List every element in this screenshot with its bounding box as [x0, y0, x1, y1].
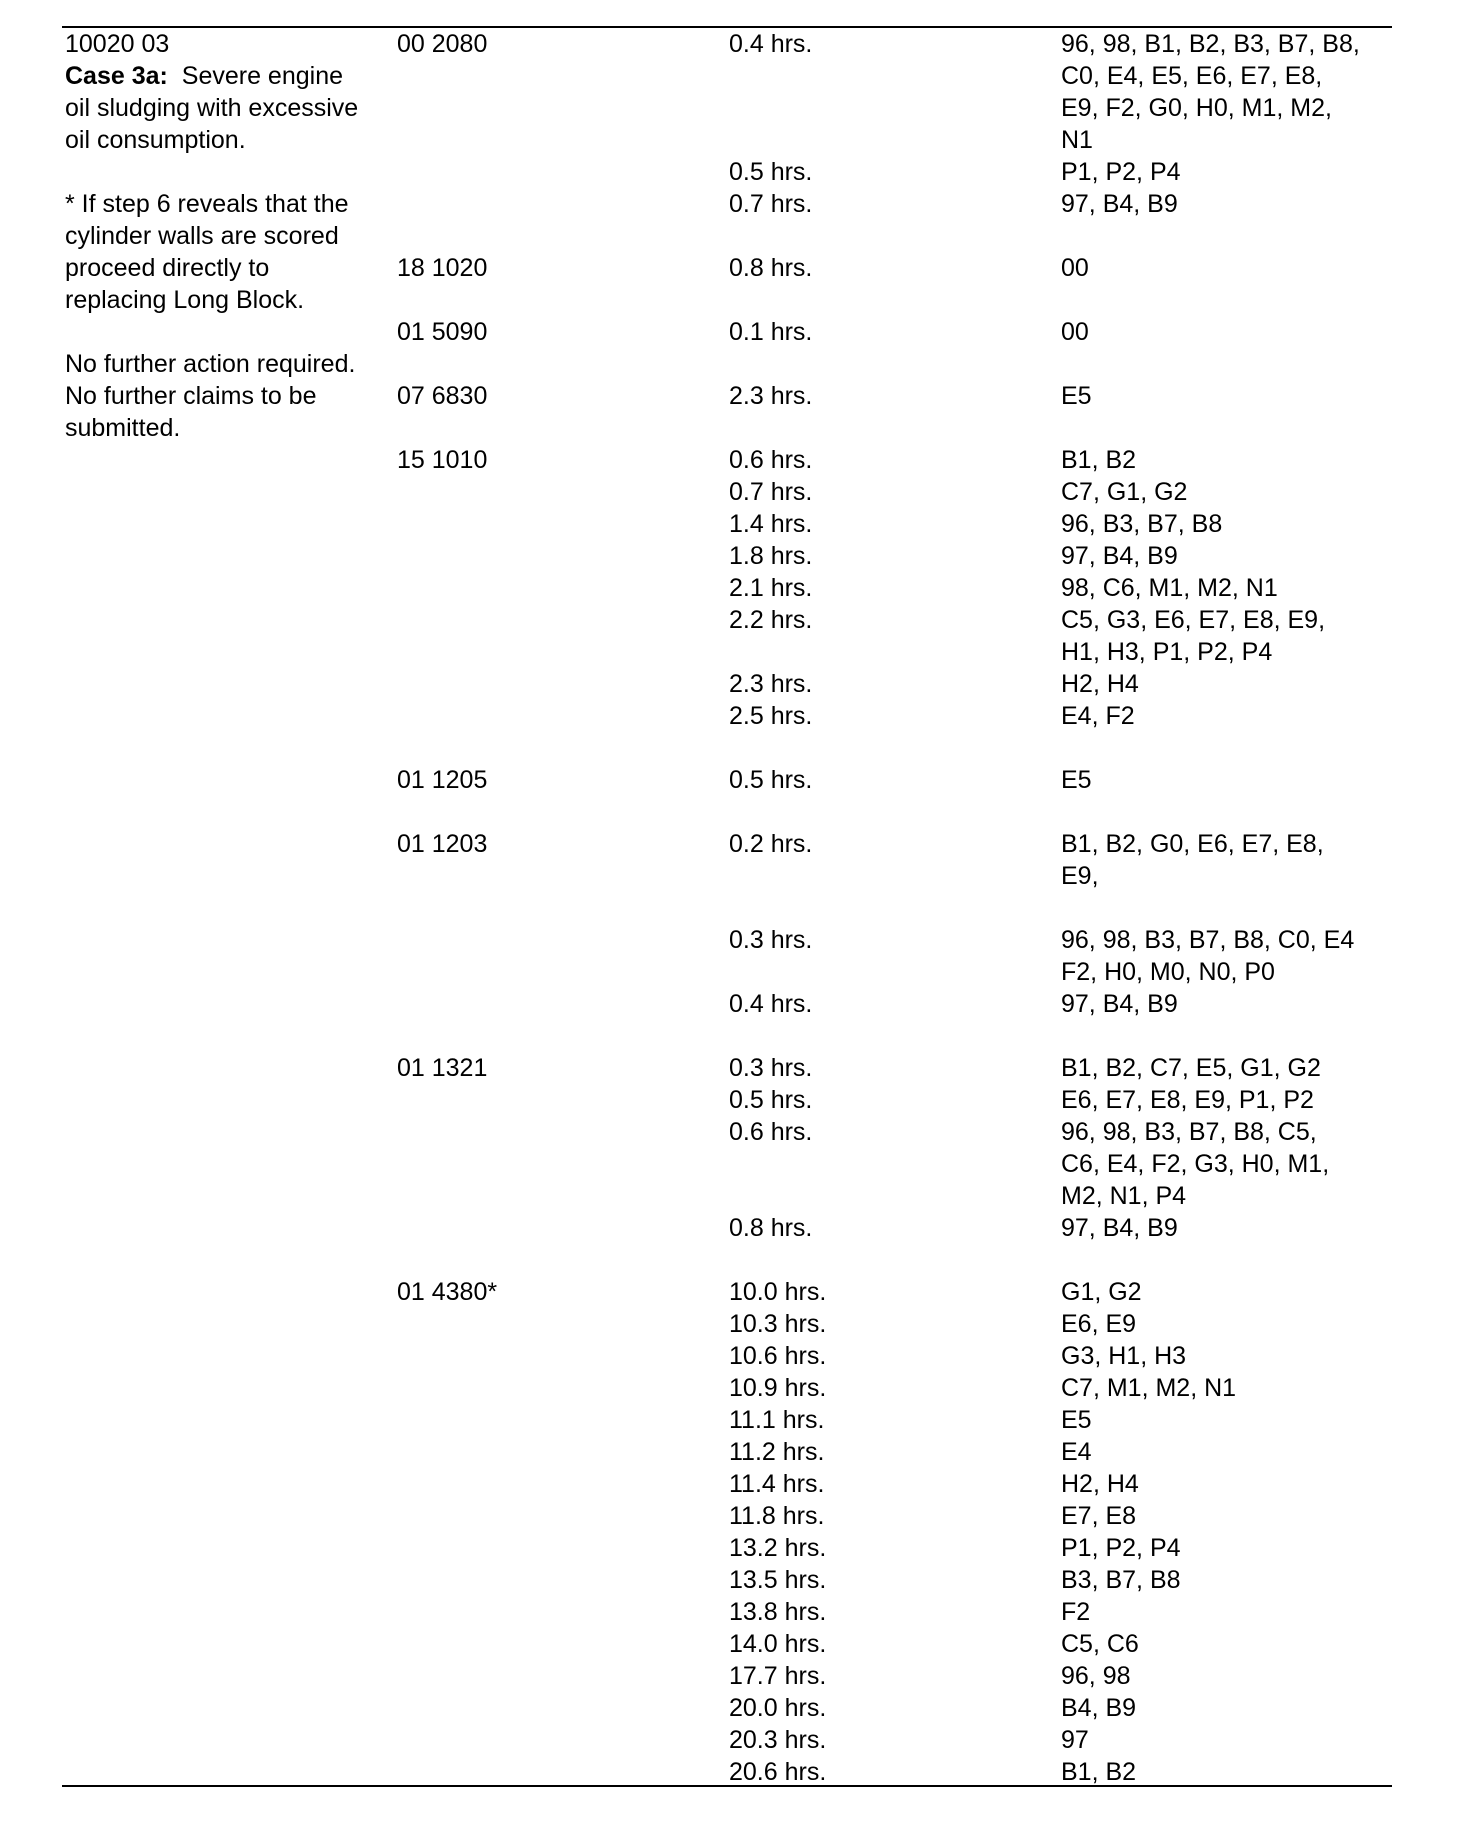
model-codes: 96, 98, B3, B7, B8, C5, — [1061, 1118, 1317, 1146]
labor-time: 10.3 hrs. — [729, 1310, 827, 1338]
labor-time: 0.5 hrs. — [729, 1086, 813, 1114]
model-codes: B1, B2, C7, E5, G1, G2 — [1061, 1054, 1321, 1082]
model-codes: E5 — [1061, 382, 1092, 410]
model-codes: 96, 98, B3, B7, B8, C0, E4 — [1061, 926, 1355, 954]
final-line-1: No further action required. — [65, 350, 356, 378]
model-codes: C0, E4, E5, E6, E7, E8, — [1061, 62, 1323, 90]
labor-time: 13.8 hrs. — [729, 1598, 827, 1626]
model-codes: H2, H4 — [1061, 1470, 1139, 1498]
op-code: 01 1321 — [397, 1054, 488, 1082]
note-line-1: * If step 6 reveals that the — [65, 190, 349, 218]
op-code: 18 1020 — [397, 254, 488, 282]
model-codes: H1, H3, P1, P2, P4 — [1061, 638, 1273, 666]
labor-time: 11.1 hrs. — [729, 1406, 825, 1434]
model-codes: C7, M1, M2, N1 — [1061, 1374, 1237, 1402]
model-codes: G1, G2 — [1061, 1278, 1142, 1306]
table-bottom-rule — [62, 1785, 1392, 1787]
model-codes: E5 — [1061, 766, 1092, 794]
model-codes: 00 — [1061, 318, 1089, 346]
model-codes: C5, C6 — [1061, 1630, 1139, 1658]
model-codes: P1, P2, P4 — [1061, 1534, 1181, 1562]
labor-time: 20.0 hrs. — [729, 1694, 827, 1722]
model-codes: B3, B7, B8 — [1061, 1566, 1181, 1594]
model-codes: C5, G3, E6, E7, E8, E9, — [1061, 606, 1326, 634]
model-codes: E5 — [1061, 1406, 1092, 1434]
op-code: 01 1205 — [397, 766, 488, 794]
op-code: 01 4380* — [397, 1278, 498, 1306]
labor-time: 10.9 hrs. — [729, 1374, 827, 1402]
model-codes: F2 — [1061, 1598, 1091, 1626]
final-line-3: submitted. — [65, 414, 181, 442]
op-code: 07 6830 — [397, 382, 488, 410]
labor-time: 10.0 hrs. — [729, 1278, 827, 1306]
op-code: 15 1010 — [397, 446, 488, 474]
model-codes: C7, G1, G2 — [1061, 478, 1188, 506]
labor-time: 11.4 hrs. — [729, 1470, 825, 1498]
model-codes: 97, B4, B9 — [1061, 1214, 1178, 1242]
labor-time: 10.6 hrs. — [729, 1342, 827, 1370]
labor-time: 0.8 hrs. — [729, 254, 813, 282]
labor-time: 0.5 hrs. — [729, 158, 813, 186]
note-line-4: replacing Long Block. — [65, 286, 305, 314]
labor-time: 2.2 hrs. — [729, 606, 813, 634]
case-desc-2: oil sludging with excessive — [65, 94, 359, 122]
model-codes: G3, H1, H3 — [1061, 1342, 1187, 1370]
case-desc-1: Severe engine — [181, 62, 343, 90]
labor-time: 20.3 hrs. — [729, 1726, 827, 1754]
model-codes: 97, B4, B9 — [1061, 542, 1178, 570]
model-codes: 96, 98, B1, B2, B3, B7, B8, — [1061, 30, 1360, 58]
labor-time: 0.2 hrs. — [729, 830, 813, 858]
labor-time: 13.5 hrs. — [729, 1566, 827, 1594]
model-codes: 96, B3, B7, B8 — [1061, 510, 1223, 538]
model-codes: E9, F2, G0, H0, M1, M2, — [1061, 94, 1332, 122]
case-desc-3: oil consumption. — [65, 126, 246, 154]
labor-time: 0.6 hrs. — [729, 1118, 813, 1146]
model-codes: 97, B4, B9 — [1061, 190, 1178, 218]
model-codes: E6, E9 — [1061, 1310, 1137, 1338]
labor-time: 17.7 hrs. — [729, 1662, 827, 1690]
note-line-2: cylinder walls are scored — [65, 222, 339, 250]
model-codes: B1, B2 — [1061, 446, 1137, 474]
model-codes: E4, F2 — [1061, 702, 1135, 730]
case-heading — [65, 60, 343, 92]
labor-time: 0.4 hrs. — [729, 990, 813, 1018]
labor-time: 20.6 hrs. — [729, 1758, 827, 1786]
labor-time: 0.1 hrs. — [729, 318, 813, 346]
model-codes: P1, P2, P4 — [1061, 158, 1181, 186]
labor-time: 0.4 hrs. — [729, 30, 813, 58]
labor-op-code: 10020 03 — [65, 30, 170, 58]
labor-time: 0.7 hrs. — [729, 190, 813, 218]
model-codes: 98, C6, M1, M2, N1 — [1061, 574, 1278, 602]
model-codes: E4 — [1061, 1438, 1092, 1466]
model-codes: E6, E7, E8, E9, P1, P2 — [1061, 1086, 1314, 1114]
model-codes: 97 — [1061, 1726, 1089, 1754]
model-codes: B1, B2 — [1061, 1758, 1137, 1786]
model-codes: B1, B2, G0, E6, E7, E8, — [1061, 830, 1324, 858]
labor-time: 0.6 hrs. — [729, 446, 813, 474]
model-codes: 00 — [1061, 254, 1089, 282]
labor-time: 2.3 hrs. — [729, 670, 813, 698]
model-codes: 97, B4, B9 — [1061, 990, 1178, 1018]
model-codes: B4, B9 — [1061, 1694, 1137, 1722]
note-line-3: proceed directly to — [65, 254, 270, 282]
labor-time: 2.5 hrs. — [729, 702, 813, 730]
labor-time: 2.3 hrs. — [729, 382, 813, 410]
labor-time: 1.4 hrs. — [729, 510, 813, 538]
labor-time: 13.2 hrs. — [729, 1534, 827, 1562]
final-line-2: No further claims to be — [65, 382, 317, 410]
labor-time: 1.8 hrs. — [729, 542, 813, 570]
labor-time: 11.2 hrs. — [729, 1438, 825, 1466]
labor-time: 0.8 hrs. — [729, 1214, 813, 1242]
model-codes: F2, H0, M0, N0, P0 — [1061, 958, 1275, 986]
labor-time: 2.1 hrs. — [729, 574, 813, 602]
labor-time: 11.8 hrs. — [729, 1502, 825, 1530]
labor-time: 0.7 hrs. — [729, 478, 813, 506]
op-code: 01 5090 — [397, 318, 488, 346]
model-codes: E7, E8 — [1061, 1502, 1137, 1530]
model-codes: N1 — [1061, 126, 1093, 154]
labor-time: 0.5 hrs. — [729, 766, 813, 794]
model-codes: E9, — [1061, 862, 1099, 890]
model-codes: M2, N1, P4 — [1061, 1182, 1187, 1210]
op-code: 00 2080 — [397, 30, 488, 58]
model-codes: C6, E4, F2, G3, H0, M1, — [1061, 1150, 1330, 1178]
labor-time: 0.3 hrs. — [729, 1054, 813, 1082]
model-codes: H2, H4 — [1061, 670, 1139, 698]
model-codes: 96, 98 — [1061, 1662, 1131, 1690]
op-code: 01 1203 — [397, 830, 488, 858]
labor-time: 14.0 hrs. — [729, 1630, 827, 1658]
labor-time: 0.3 hrs. — [729, 926, 813, 954]
case-label: Case 3a: — [65, 62, 168, 90]
